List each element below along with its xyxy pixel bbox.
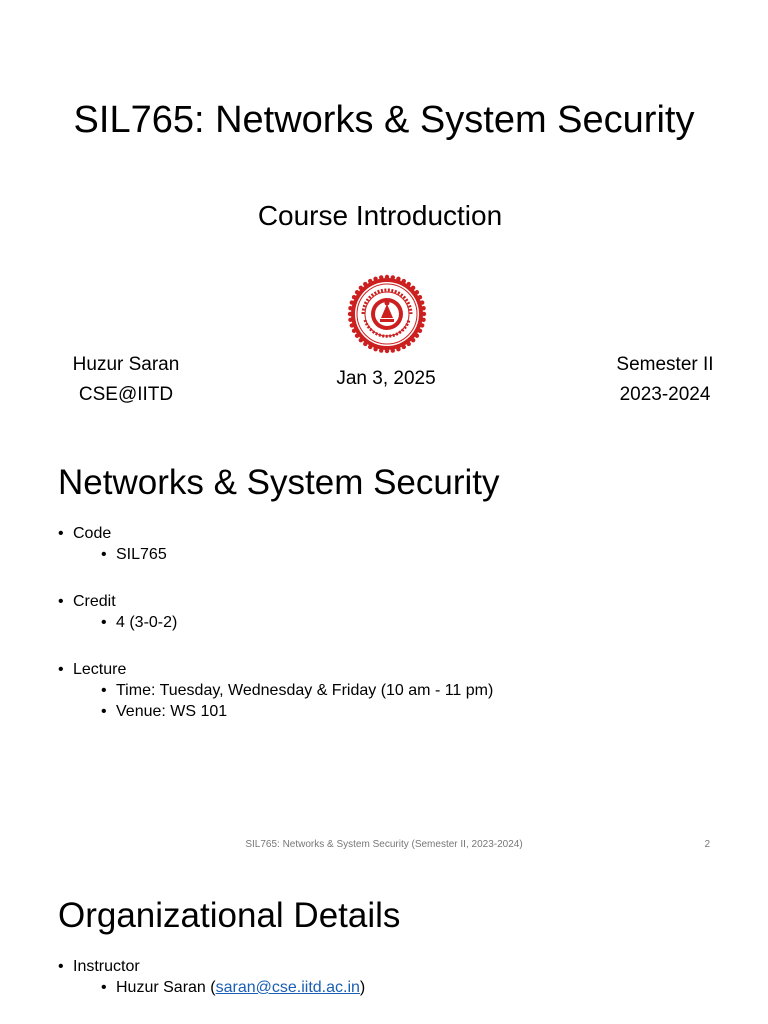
emblem-tooth [379, 275, 383, 279]
author-name: Huzur Saran [72, 354, 180, 375]
slide-footer: SIL765: Networks & System Security (Semester II, 2023-2024) [245, 839, 523, 850]
slide-heading-nss: Networks & System Security [58, 463, 500, 502]
emblem-tooth [385, 349, 389, 353]
emblem-tooth [421, 318, 425, 322]
emblem-tooth [368, 279, 372, 283]
sub-item-text: SIL765 [116, 546, 167, 563]
instructor-email-link[interactable]: saran@cse.iitd.ac.in [215, 979, 360, 996]
sub-item [73, 612, 718, 633]
bullet-label: Lecture [73, 661, 127, 678]
sub-item-text: Venue: WS 101 [116, 703, 228, 720]
emblem-tooth [396, 347, 400, 351]
emblem-tooth [363, 342, 367, 346]
emblem-tooth [379, 348, 383, 352]
emblem-tooth [359, 338, 363, 342]
close-paren: ) [359, 979, 366, 996]
emblem-tooth [355, 334, 359, 338]
emblem-tooth [402, 279, 406, 283]
sub-item [73, 680, 718, 701]
emblem-tooth [350, 300, 354, 304]
org-details-list [58, 956, 718, 998]
emblem-tooth [420, 300, 424, 304]
date-block [306, 366, 466, 392]
emblem-tooth [373, 277, 377, 281]
list-item-credit [58, 591, 718, 633]
sub-item [73, 544, 718, 565]
emblem-tooth [418, 295, 422, 299]
author-affiliation: CSE@IITD [78, 384, 174, 405]
bullet-label: Credit [73, 593, 116, 610]
academic-year: 2023-2024 [619, 384, 711, 405]
iitd-emblem-icon [347, 274, 427, 354]
emblem-tooth [396, 277, 400, 281]
emblem-tooth [422, 312, 426, 316]
emblem-tooth [350, 323, 354, 327]
sub-item [73, 977, 718, 998]
instructor-name: Huzur Saran ( [116, 979, 216, 996]
emblem-tooth [352, 329, 356, 333]
emblem-tooth [359, 286, 363, 290]
emblem-tooth [391, 275, 395, 279]
bullet-label: Instructor [73, 958, 140, 975]
emblem-tooth [385, 275, 389, 279]
semester-label: Semester II [616, 354, 714, 375]
author-block [46, 350, 206, 410]
emblem-tooth [373, 347, 377, 351]
sub-item [73, 701, 718, 722]
list-item-lecture [58, 659, 718, 722]
emblem-tooth [352, 295, 356, 299]
emblem-tooth [348, 318, 352, 322]
emblem-tooth [355, 290, 359, 294]
list-item-code [58, 523, 718, 565]
slide-subtitle: Course Introduction [257, 200, 503, 231]
page-number: 2 [704, 839, 710, 850]
slide-heading-org: Organizational Details [58, 896, 401, 935]
emblem-tooth [348, 306, 352, 310]
emblem-tooth [402, 345, 406, 349]
emblem-tooth [368, 345, 372, 349]
emblem-tooth [363, 282, 367, 286]
list-item-instructor [58, 956, 718, 998]
bullet-label: Code [73, 525, 112, 542]
emblem-tooth [421, 306, 425, 310]
slide-title: SIL765: Networks & System Security [73, 99, 695, 141]
sub-item-text: 4 (3-0-2) [116, 614, 178, 631]
slide-date: Jan 3, 2025 [336, 368, 436, 389]
emblem-tooth [415, 334, 419, 338]
emblem-tooth [407, 282, 411, 286]
emblem-tooth [407, 342, 411, 346]
course-info-list [58, 523, 718, 722]
emblem-tooth [411, 286, 415, 290]
emblem-tooth [411, 338, 415, 342]
emblem-tooth [391, 348, 395, 352]
emblem-tooth [418, 329, 422, 333]
emblem-tooth [415, 290, 419, 294]
emblem-tooth [420, 323, 424, 327]
sub-item-text: Time: Tuesday, Wednesday & Friday (10 am - 11 pm) [116, 682, 494, 699]
emblem-tooth [348, 312, 352, 316]
semester-block [585, 350, 745, 410]
